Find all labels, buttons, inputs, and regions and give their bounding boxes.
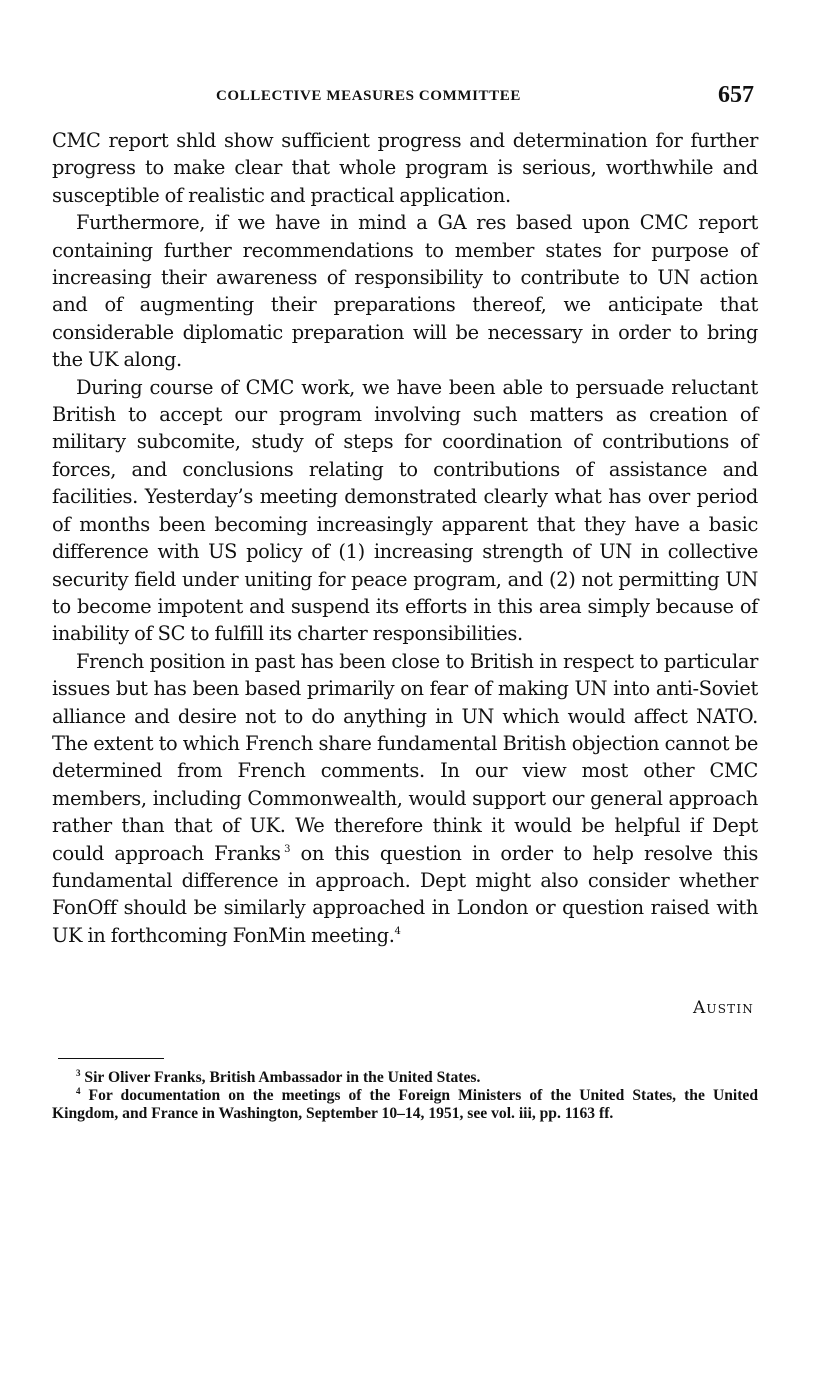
footnote-3 [52,1069,758,1087]
running-header [52,82,758,112]
paragraph-1: CMC report shld show sufficient progress and determination for further progress to make clear that whole program is serious, worthwhile and susceptible of realistic and practical application. [52,129,758,207]
footnote-3-text: Sir Oliver Franks, British Ambassador in the United States. [80,1069,481,1086]
paragraph-3: During course of CMC work, we have been able to persuade reluctant British to accept our program involving such matters as creation of military subcomite, study of steps for coordination of contributions of forces, and conclusions relating to contributions of assistance and facilities. Yesterday’s meeting demonstrated clearly what has over period of months been becoming increasingly apparent that they have a basic difference with US policy of (1) increasing strength of UN in collective security field under uniting for peace program, and (2) not permitting UN to become impotent and suspend its efforts in this area simply because of inability of SC to fulfill its charter responsibilities. [52,375,758,646]
footnote-4 [52,1087,758,1123]
paragraph-2: Furthermore, if we have in mind a GA res based upon CMC report containing further recommendations to member states for purpose of increasing their awareness of responsibility to contribute to UN action and of augmenting their preparations thereof, we anticipate that considerable diplomatic preparation will be necessary in order to bring the UK along. [52,211,758,372]
footnote-divider [58,1058,164,1059]
footnote-4-text: For documentation on the meetings of the Foreign Ministers of the United States, the United Kingdom, and France in Washington, September 10–14, 1951, see vol. iii, pp. 1163 ff. [52,1087,758,1122]
paragraph-4-text-a: French position in past has been close to British in respect to particular issues but has been based primarily on fear of making UN into anti-Soviet alliance and desire not to do anything in UN which would affect NATO. The extent to which French share fundamental British objection cannot be determined from French comments. In our view most other CMC members, including Commonwealth, would support our general approach rather than that of UK. We therefore think it would be helpful if Dept could approach Franks [52,649,758,865]
paragraph-4-text-b: on this question in order to help resolve this fundamental difference in approach. Dept might also consider whether FonOff should be similarly approached in London or question raised with UK in forthcoming FonMin meeting. [52,841,759,947]
body-text [52,127,758,949]
footnote-marker-4: 4 [76,1086,81,1096]
paragraph-4 [52,648,758,949]
page-number: 657 [718,82,754,108]
footnotes [52,1069,758,1123]
footnote-marker-3: 3 [76,1068,81,1078]
footnote-ref-4[interactable]: 4 [394,925,401,937]
footnote-ref-3[interactable]: 3 [284,843,291,855]
document-page [52,0,758,1380]
running-title: COLLECTIVE MEASURES COMMITTEE [216,88,521,104]
signature: Austin [692,998,754,1018]
